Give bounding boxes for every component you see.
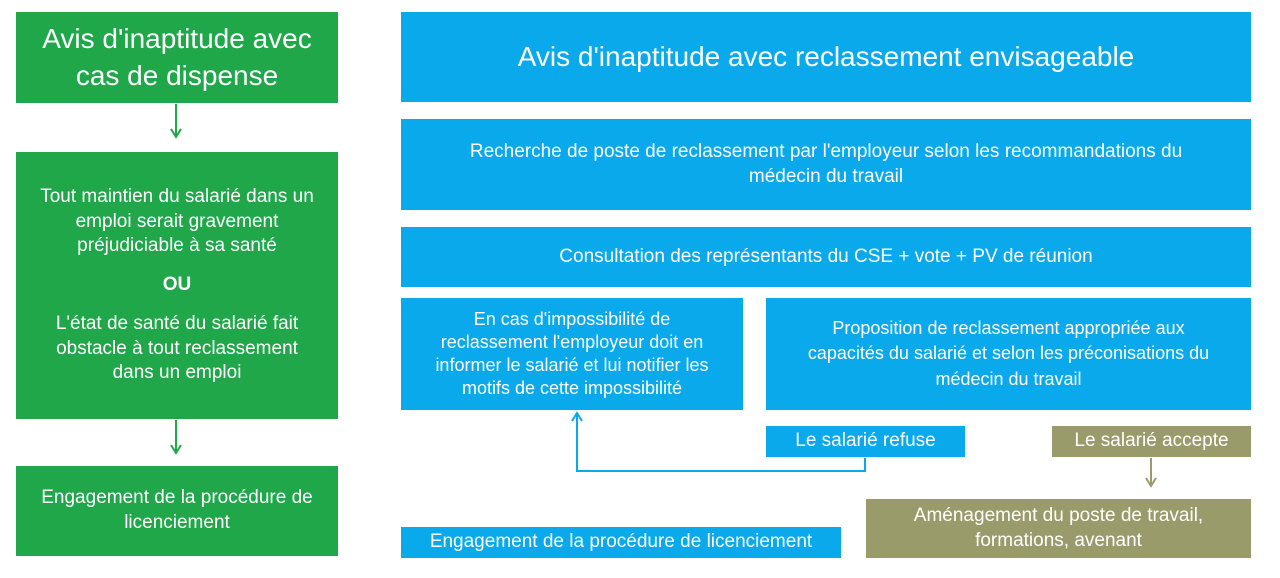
separator-ou: OU xyxy=(162,274,192,296)
left-end-text: Engagement de la procédure de licenciement xyxy=(41,487,313,533)
left-title-box xyxy=(16,12,338,103)
accepts-box xyxy=(1052,426,1251,457)
refuses-box xyxy=(766,426,965,457)
consultation-box xyxy=(401,227,1251,287)
condition-2: L'état de santé du salarié fait obstacle à tout reclassement dans un emploi xyxy=(55,312,299,384)
left-end-box xyxy=(16,466,338,556)
refuses-text: Le salarié refuse xyxy=(795,430,936,452)
accepts-text: Le salarié accepte xyxy=(1074,430,1229,452)
adjustment-box xyxy=(866,499,1251,558)
dismissal-text: Engagement de la procédure de licenciement xyxy=(429,531,813,553)
adjustment-text: Aménagement du poste de travail, formations, avenant xyxy=(913,504,1204,551)
search-text: Recherche de poste de reclassement par l'employeur selon les recommandations du médecin du travail xyxy=(469,140,1183,187)
impossibility-text: En cas d'impossibilité de reclassement l'employeur doit en informer le salarié et lui notifier les motifs de cette impossibilité xyxy=(435,308,709,399)
condition-1: Tout maintien du salarié dans un emploi serait gravement préjudiciable à sa santé xyxy=(40,186,314,257)
left-title: Avis d'inaptitude avec cas de dispense xyxy=(42,23,312,91)
proposal-text: Proposition de reclassement appropriée aux capacités du salarié et selon les préconisations du médecin du travail xyxy=(807,318,1210,389)
left-conditions-box xyxy=(16,152,338,419)
impossibility-box xyxy=(401,298,743,410)
consultation-text: Consultation des représentants du CSE + vote + PV de réunion xyxy=(559,245,1093,267)
search-box xyxy=(401,119,1251,210)
proposal-box xyxy=(766,298,1251,410)
right-title-box xyxy=(401,12,1251,102)
dismissal-box xyxy=(401,527,841,558)
right-title: Avis d'inaptitude avec reclassement envisageable xyxy=(517,40,1135,72)
